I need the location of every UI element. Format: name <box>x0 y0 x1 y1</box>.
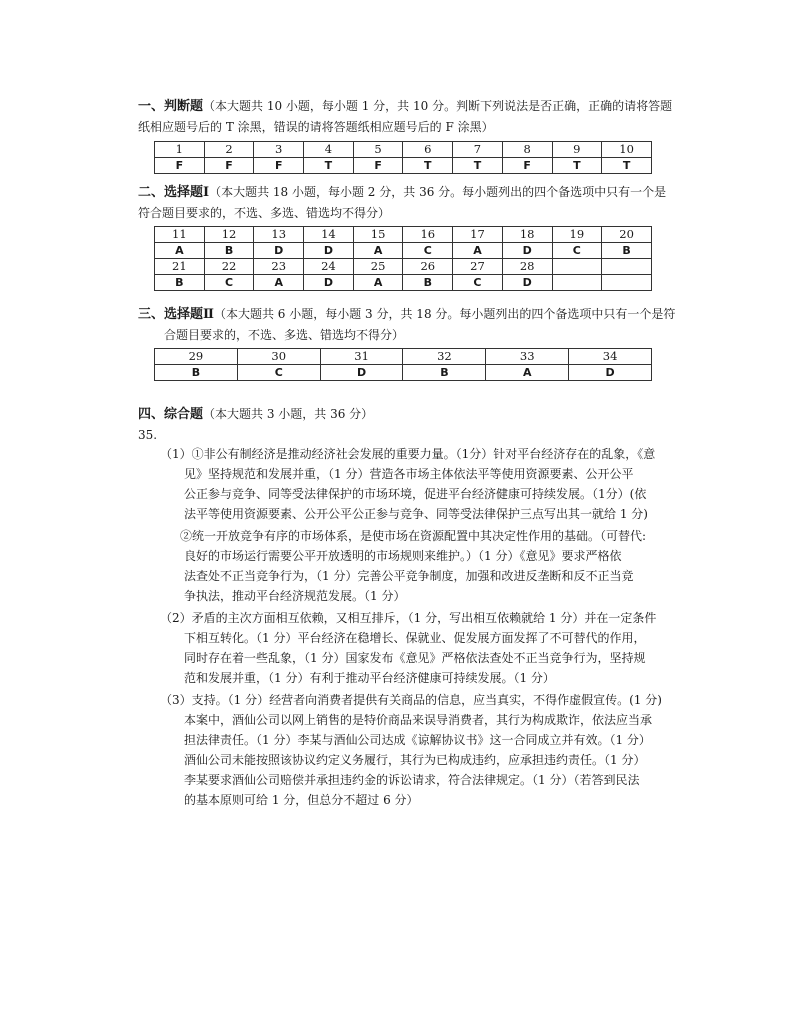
question-number: 13 <box>254 227 304 243</box>
section1-answer-table <box>154 141 652 174</box>
question-number: 9 <box>552 142 602 158</box>
text-line: （3）支持。（1 分）经营者向消费者提供有关商品的信息，应当真实，不得作虚假宣传。(1 分) <box>160 693 662 707</box>
answer-cell: B <box>602 243 652 259</box>
text-line: 下相互转化。（1 分）平台经济在稳增长、保就业、促发展方面发挥了不可替代的作用， <box>184 631 646 645</box>
question-number: 14 <box>304 227 354 243</box>
answer-cell: T <box>602 158 652 174</box>
answer-cell: F <box>502 158 552 174</box>
answer-part-1b <box>180 526 646 606</box>
question-number: 24 <box>304 259 354 275</box>
section2-desc-line1: （本大题共 18 小题，每小题 2 分，共 36 分。每小题列出的四个备选项中只有一个是 <box>209 185 667 199</box>
answer-cell: D <box>569 365 652 381</box>
question-number: 6 <box>403 142 453 158</box>
question-number: 22 <box>204 259 254 275</box>
question-number: 30 <box>237 349 320 365</box>
answer-cell: D <box>502 275 552 291</box>
question-number: 18 <box>502 227 552 243</box>
answer-cell: T <box>403 158 453 174</box>
text-line: 良好的市场运行需要公平开放透明的市场规则来维护。）（1 分）《意见》要求严格依 <box>184 549 622 563</box>
answer-cell: D <box>502 243 552 259</box>
answer-cell: C <box>204 275 254 291</box>
answer-cell: T <box>304 158 354 174</box>
question-number: 1 <box>155 142 205 158</box>
section3-answer-table <box>154 348 652 381</box>
section2-number-row-2 <box>155 259 652 275</box>
text-line: 法查处不正当竞争行为，（1 分）完善公平竞争制度，加强和改进反垄断和反不正当竞 <box>184 569 634 583</box>
question-number: 34 <box>569 349 652 365</box>
text-line: 李某要求酒仙公司赔偿并承担违约金的诉讼请求，符合法律规定。（1 分）（若答到民法 <box>184 773 640 787</box>
section3-desc-line2: 合题目要求的，不选、多选、错选均不得分） <box>164 328 405 342</box>
empty-cell <box>552 275 602 291</box>
question-number: 32 <box>403 349 486 365</box>
section4-title: 四、综合题 <box>138 407 204 422</box>
answer-part-2 <box>160 608 656 688</box>
text-line: 公正参与竞争、同等受法律保护的市场环境，促进平台经济健康可持续发展。（1分）(依 <box>184 487 647 501</box>
section1-title: 一、判断题 <box>138 99 204 114</box>
text-line: 见》坚持规范和发展并重，（1 分）营造各市场主体依法平等使用资源要素、公开公平 <box>184 467 634 481</box>
answer-cell: B <box>155 275 205 291</box>
answer-cell: C <box>237 365 320 381</box>
answer-cell: D <box>304 243 354 259</box>
answer-cell: A <box>486 365 569 381</box>
answer-part-3 <box>160 690 662 810</box>
question-number: 11 <box>155 227 205 243</box>
section1-desc-line2: 纸相应题号后的 T 涂黑，错误的请将答题纸相应题号后的 F 涂黑） <box>138 120 494 134</box>
section3-desc-line1: （本大题共 6 小题，每小题 3 分，共 18 分。每小题列出的四个备选项中只有一个是符 <box>213 307 676 321</box>
section4-header <box>138 404 678 425</box>
answer-cell: B <box>403 365 486 381</box>
section1-answer-row <box>155 158 652 174</box>
question-number: 28 <box>502 259 552 275</box>
answer-cell: C <box>403 243 453 259</box>
answer-cell: A <box>353 243 403 259</box>
answer-cell: A <box>254 275 304 291</box>
answer-cell: D <box>304 275 354 291</box>
question-number: 26 <box>403 259 453 275</box>
question-35-number: 35. <box>138 428 158 442</box>
question-number: 21 <box>155 259 205 275</box>
empty-cell <box>602 275 652 291</box>
text-line: 同时存在着一些乱象，（1 分）国家发布《意见》严格依法查处不正当竞争行为，坚持规 <box>184 651 646 665</box>
section4-desc: （本大题共 3 小题，共 36 分） <box>203 407 374 421</box>
section2-title: 二、选择题Ⅰ <box>138 185 210 200</box>
question-number: 25 <box>353 259 403 275</box>
section2-header <box>138 182 678 223</box>
question-number: 3 <box>254 142 304 158</box>
question-number: 12 <box>204 227 254 243</box>
text-line: 酒仙公司未能按照该协议约定义务履行，其行为已构成违约，应承担违约责任。（1 分） <box>184 753 646 767</box>
answer-part-1 <box>160 444 655 524</box>
answer-cell: C <box>552 243 602 259</box>
question-number: 29 <box>155 349 238 365</box>
question-number: 20 <box>602 227 652 243</box>
question-number: 15 <box>353 227 403 243</box>
section1-desc-line1: （本大题共 10 小题，每小题 1 分，共 10 分。判断下列说法是否正确，正确的请将答题 <box>203 99 673 113</box>
answer-cell: D <box>254 243 304 259</box>
answer-cell: B <box>204 243 254 259</box>
question-number: 7 <box>453 142 503 158</box>
section1-header <box>138 96 678 137</box>
question-number: 31 <box>320 349 403 365</box>
section2-number-row-1 <box>155 227 652 243</box>
section2-answer-table <box>154 226 652 291</box>
question-number: 4 <box>304 142 354 158</box>
text-line: 担法律责任。（1 分）李某与酒仙公司达成《谅解协议书》这一合同成立并有效。（1 分） <box>184 733 651 747</box>
question-number: 19 <box>552 227 602 243</box>
question-number: 5 <box>353 142 403 158</box>
answer-cell: B <box>155 365 238 381</box>
question-number: 33 <box>486 349 569 365</box>
section3-answer-row <box>155 365 652 381</box>
section3-header <box>138 304 678 345</box>
answer-cell: A <box>453 243 503 259</box>
empty-cell <box>602 259 652 275</box>
section3-title: 三、选择题Ⅱ <box>138 307 214 322</box>
section2-answer-row-2 <box>155 275 652 291</box>
answer-cell: A <box>155 243 205 259</box>
section2-desc-line2: 符合题目要求的，不选、多选、错选均不得分） <box>138 206 391 220</box>
section1-number-row <box>155 142 652 158</box>
question-number: 23 <box>254 259 304 275</box>
text-line: ②统一开放竞争有序的市场体系，是使市场在资源配置中其决定性作用的基础。（可替代: <box>180 529 647 543</box>
section3-number-row <box>155 349 652 365</box>
text-line: 争执法，推动平台经济规范发展。（1 分） <box>184 589 406 603</box>
empty-cell <box>552 259 602 275</box>
question-number: 27 <box>453 259 503 275</box>
answer-cell: F <box>204 158 254 174</box>
answer-cell: B <box>403 275 453 291</box>
question-number: 2 <box>204 142 254 158</box>
question-number: 10 <box>602 142 652 158</box>
text-line: 范和发展并重，（1 分）有利于推动平台经济健康可持续发展。（1 分） <box>184 671 555 685</box>
answer-cell: D <box>320 365 403 381</box>
text-line: （2）矛盾的主次方面相互依赖，又相互排斥，（1 分，写出相互依赖就给 1 分）并在一定条件 <box>160 611 657 625</box>
text-line: （1）①非公有制经济是推动经济社会发展的重要力量。（1分）针对平台经济存在的乱象，《意 <box>160 447 656 461</box>
text-line: 的基本原则可给 1 分，但总分不超过 6 分） <box>184 793 419 807</box>
question-number: 8 <box>502 142 552 158</box>
answer-cell: T <box>552 158 602 174</box>
text-line: 法平等使用资源要素、公开公平公正参与竞争、同等受法律保护三点写出其一就给 1 分) <box>184 507 648 521</box>
text-line: 本案中，酒仙公司以网上销售的是特价商品来误导消费者，其行为构成欺诈，依法应当承 <box>184 713 653 727</box>
answer-cell: C <box>453 275 503 291</box>
answer-cell: A <box>353 275 403 291</box>
question-number: 17 <box>453 227 503 243</box>
answer-cell: F <box>353 158 403 174</box>
question-number: 16 <box>403 227 453 243</box>
answer-cell: F <box>254 158 304 174</box>
section2-answer-row-1 <box>155 243 652 259</box>
answer-cell: T <box>453 158 503 174</box>
answer-cell: F <box>155 158 205 174</box>
